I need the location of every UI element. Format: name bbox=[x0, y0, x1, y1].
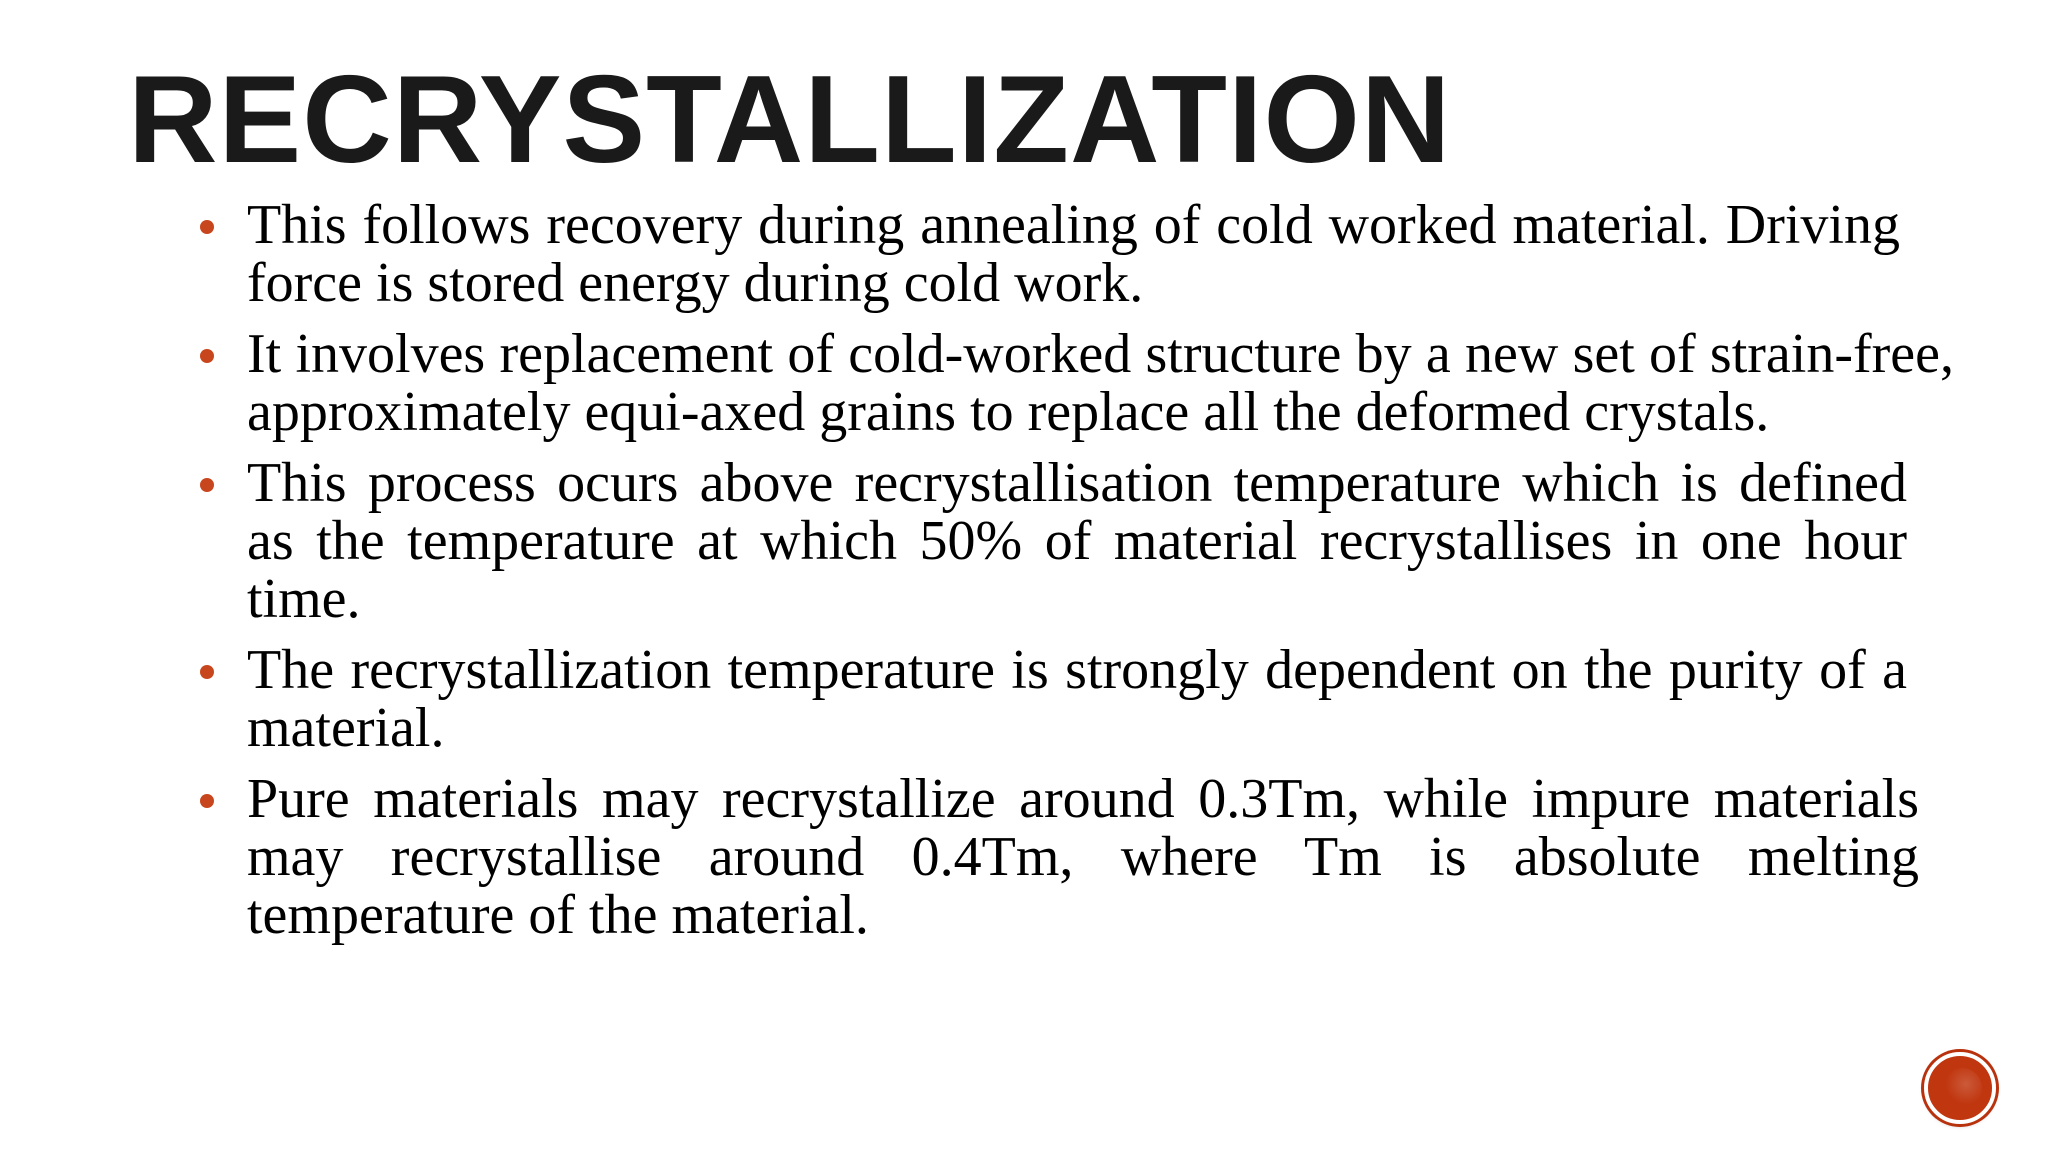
bullet-list bbox=[200, 196, 1954, 957]
bullet-text: Pure materials may recrystallize around 0.3Tm, while impure materials may recrystallise around 0.4Tm, where Tm is absolute melting temperature of the material. bbox=[247, 768, 1919, 946]
bullet-item bbox=[200, 196, 1900, 312]
bullet-text: This follows recovery during annealing of cold worked material. Driving force is stored energy during cold work. bbox=[247, 194, 1900, 314]
slide-nav-button[interactable] bbox=[1924, 1052, 1996, 1124]
bullet-text: It involves replacement of cold-worked structure by a new set of strain-free, approximately equi-axed grains to replace all the deformed crystals. bbox=[247, 323, 1954, 443]
bullet-dot-icon bbox=[200, 794, 214, 808]
circle-nav-icon bbox=[1942, 1068, 1982, 1108]
bullet-item bbox=[200, 641, 1907, 757]
bullet-dot-icon bbox=[200, 349, 214, 363]
bullet-dot-icon bbox=[200, 478, 214, 492]
slide-title: RECRYSTALLIZATION bbox=[128, 51, 1452, 189]
bullet-item bbox=[200, 454, 1907, 628]
bullet-dot-icon bbox=[200, 665, 214, 679]
bullet-item bbox=[200, 770, 1919, 944]
bullet-text: The recrystallization temperature is strongly dependent on the purity of a material. bbox=[247, 639, 1907, 759]
bullet-text: This process ocurs above recrystallisation temperature which is defined as the temperature at which 50% of material recrystallises in one hour time. bbox=[247, 452, 1907, 630]
bullet-item bbox=[200, 325, 1954, 441]
bullet-dot-icon bbox=[200, 220, 214, 234]
